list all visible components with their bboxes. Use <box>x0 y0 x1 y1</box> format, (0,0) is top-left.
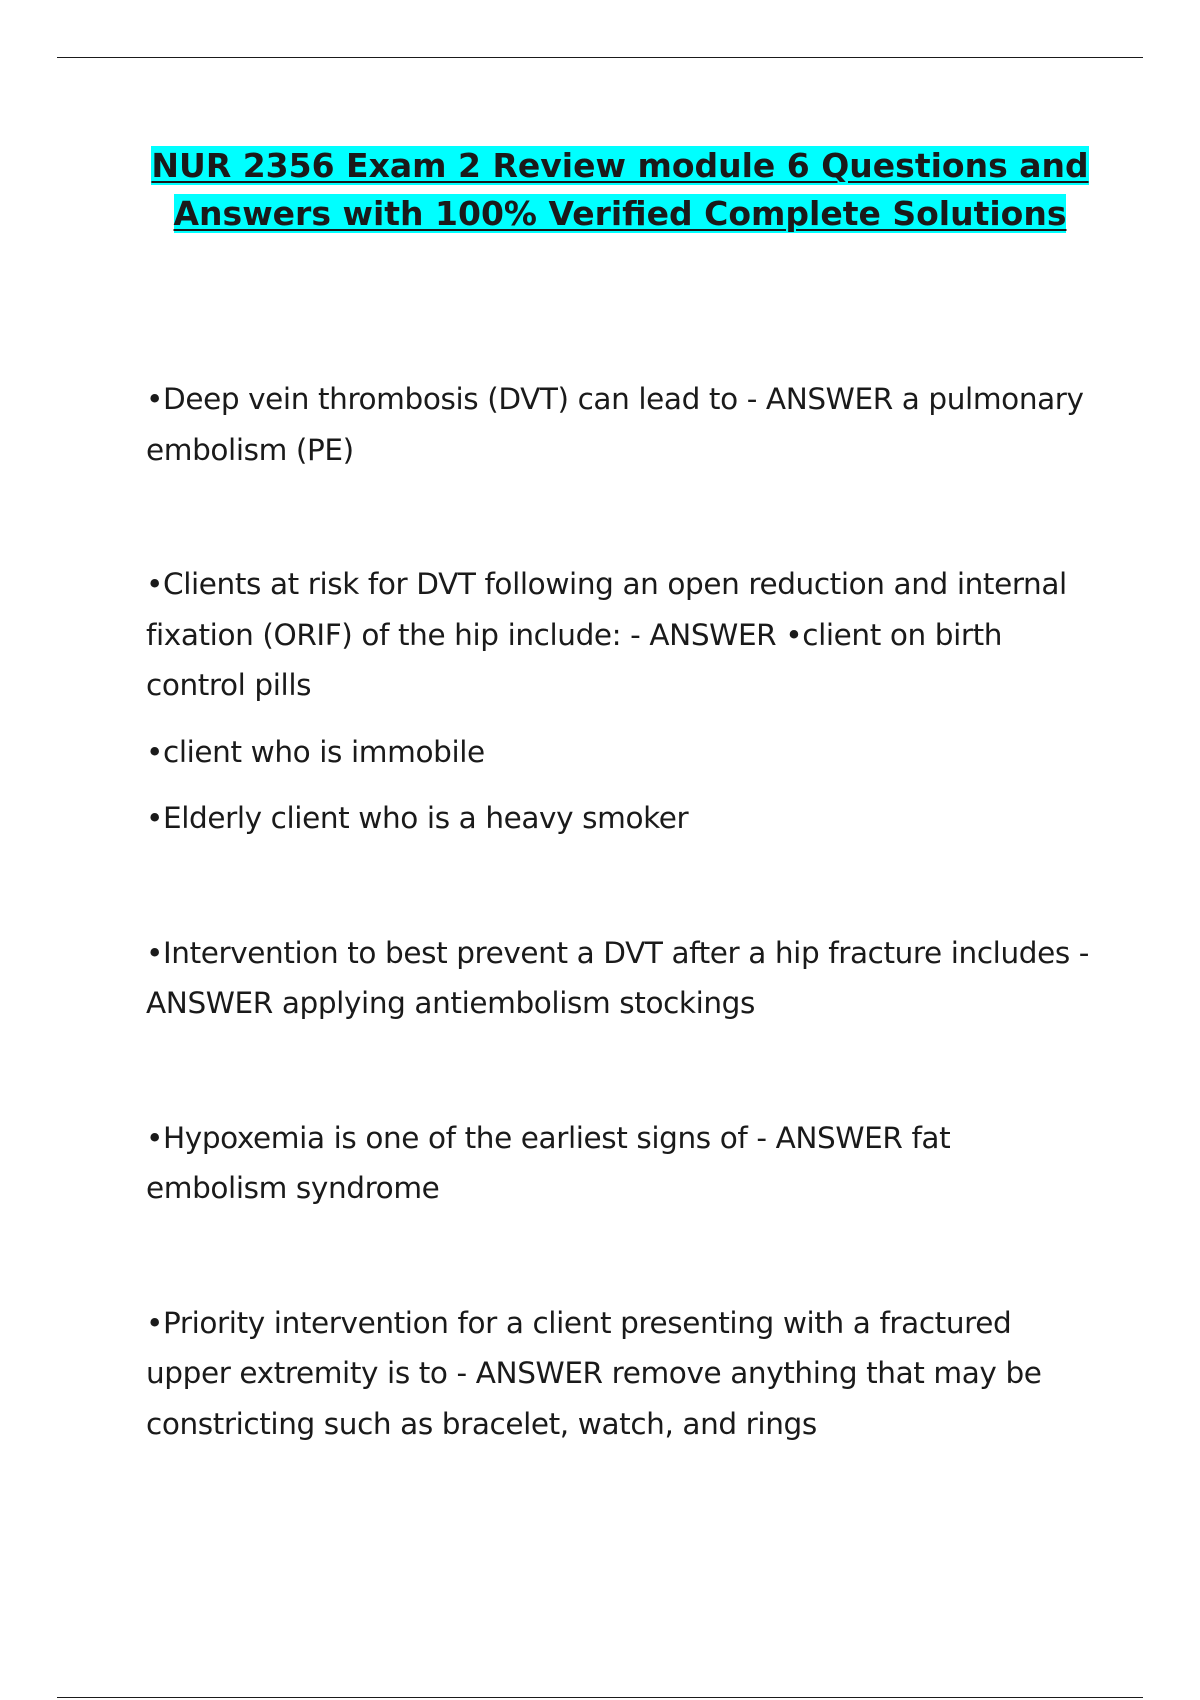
top-rule <box>57 57 1143 58</box>
qa-item-fat-embolism: •Hypoxemia is one of the earliest signs of - ANSWER fat embolism syndrome <box>146 1120 951 1205</box>
qa-item-dvt-prevention: •Intervention to best prevent a DVT after a hip fracture includes - ANSWER applying antiembolism stockings <box>146 935 1090 1020</box>
document-title <box>130 142 1110 238</box>
qa-item-dvt-complication: •Deep vein thrombosis (DVT) can lead to - ANSWER a pulmonary embolism (PE) <box>146 382 1084 467</box>
document-title-text: NUR 2356 Exam 2 Review module 6 Questions and Answers with 100% Verified Complete Solutions <box>151 146 1089 233</box>
qa-item-dvt-risk-clients: •Clients at risk for DVT following an open reduction and internal fixation (ORIF) of the hip include: - ANSWER •client on birth control pills <box>146 567 1067 702</box>
qa-item-elderly-smoker: •Elderly client who is a heavy smoker <box>146 801 689 835</box>
bottom-rule <box>57 1697 1143 1698</box>
qa-item-fracture-priority: •Priority intervention for a client presenting with a fractured upper extremity is to - ANSWER remove anything that may be constricting such as bracelet, watch, and rings <box>146 1305 1042 1441</box>
qa-content <box>146 374 1096 1449</box>
qa-item-immobile-client: •client who is immobile <box>146 734 485 769</box>
